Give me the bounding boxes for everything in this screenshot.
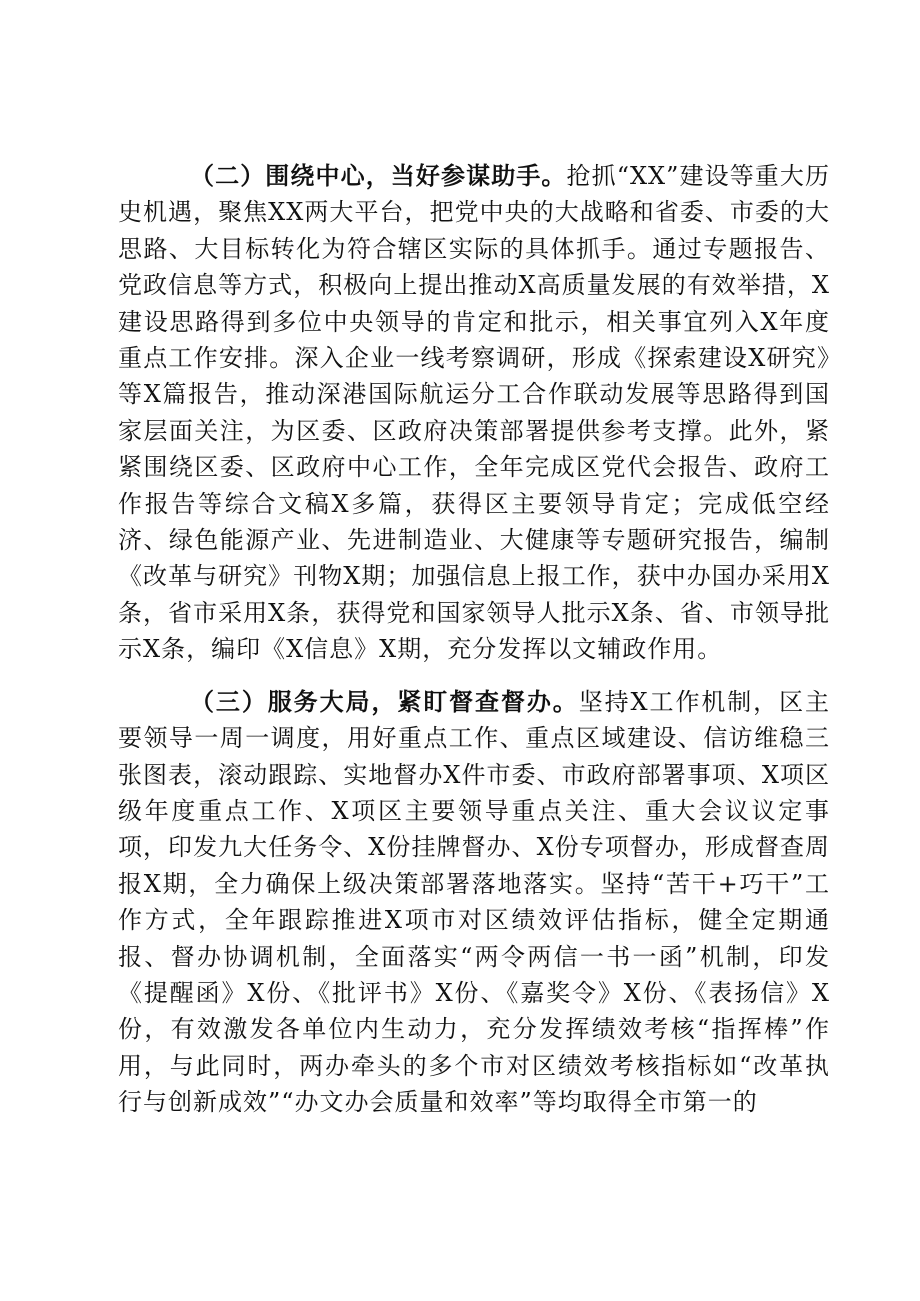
section-2-text: 抢抓“XX”建设等重大历史机遇，聚焦XX两大平台，把党中央的大战略和省委、市委的大思路、大目标转化为符合辖区实际的具体抓手。通过专题报告、党政信息等方式，积极向上提出推动X高质量发展的有效举措，X建设思路得到多位中央领导的肯定和批示，相关事宜列入X年度重点工作安排。深入企业一线考察调研，形成《探索建设X研究》等X篇报告，推动深港国际航运分工合作联动发展等思路得到国家层面关注，为区委、区政府决策部署提供参考支撑。此外，紧紧围绕区委、区政府中心工作，全年完成区党代会报告、政府工作报告等综合文稿X多篇，获得区主要领导肯定；完成低空经济、绿色能源产业、先进制造业、大健康等专题研究报告，编制《改革与研究》刊物X期；加强信息上报工作，获中办国办采用X条，省市采用X条，获得党和国家领导人批示X条、省、市领导批示X条，编印《X信息》X期，充分发挥以文辅政作用。 bbox=[118, 162, 831, 664]
document-body bbox=[118, 158, 830, 1121]
section-3-heading: （三）服务大局，紧盯督查督办。 bbox=[190, 686, 579, 716]
paragraph-section-2 bbox=[118, 158, 830, 668]
section-2-heading: （二）围绕中心，当好参谋助手。 bbox=[190, 161, 567, 190]
paragraph-section-3 bbox=[118, 684, 830, 1121]
section-3-text: 坚持X工作机制，区主要领导一周一调度，用好重点工作、重点区域建设、信访维稳三张图表，滚动跟踪、实地督办X件市委、市政府部署事项、X项区级年度重点工作、X项区主要领导重点关注、重大会议议定事项，印发九大任务令、X份挂牌督办、X份专项督办，形成督查周报X期，全力确保上级决策部署落地落实。坚持“苦干+巧干”工作方式，全年跟踪推进X项市对区绩效评估指标，健全定期通报、督办协调机制，全面落实“两令两信一书一函”机制，印发《提醒函》X份、《批评书》X份、《嘉奖令》X份、《表扬信》X份，有效激发各单位内生动力，充分发挥绩效考核“指挥棒”作用，与此同时，两办牵头的多个市对区绩效考核指标如“改革执行与创新成效”“办文办会质量和效率”等均取得全市第一的 bbox=[118, 687, 831, 1117]
